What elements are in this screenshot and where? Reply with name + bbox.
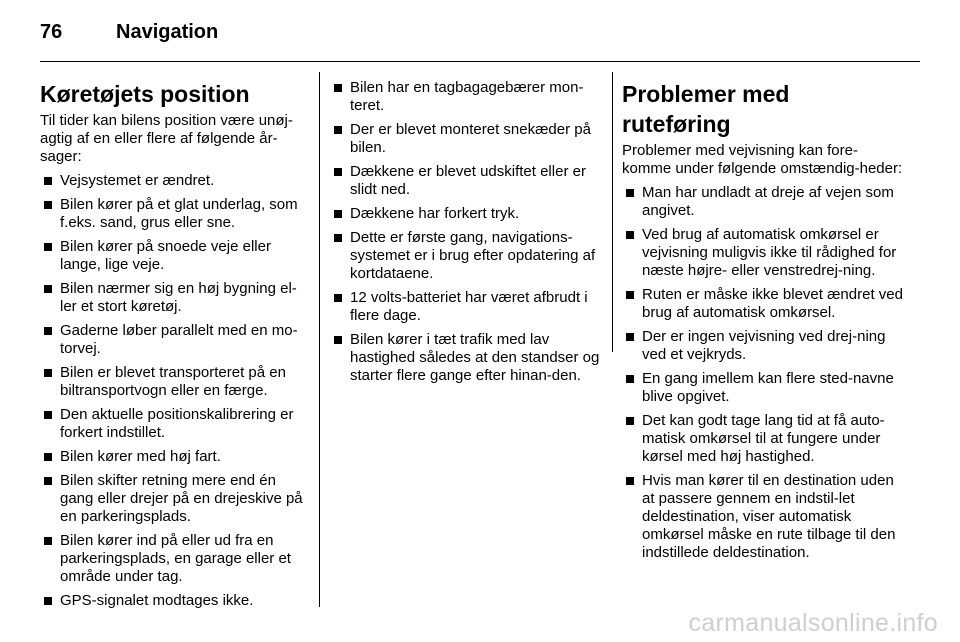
bullet-list (622, 184, 904, 562)
header-rule (40, 61, 920, 62)
list-item: Dækkene er blevet udskiftet eller er slidt ned. (330, 163, 605, 199)
list-item: Bilen kører ind på eller ud fra en parkeringsplads, en garage eller et område under tag. (40, 532, 305, 586)
list-item: Bilen skifter retning mere end én gang eller drejer på en drejeskive på en parkeringsplads. (40, 472, 305, 526)
page-header (40, 19, 218, 45)
section-title-route-problems: Problemer med ruteføring (622, 81, 790, 137)
section-title-vehicle-position: Køretøjets position (40, 81, 250, 107)
watermark: carmanualsonline.info (688, 609, 938, 637)
list-item: Hvis man kører til en destination uden at passere gennem en indstil-let deldestination, viser automatisk omkørsel måske en rute tilbage til den indstillede deldestination. (622, 472, 904, 562)
list-item: Ruten er måske ikke blevet ændret ved brug af automatisk omkørsel. (622, 286, 904, 322)
list-item: Dette er første gang, navigations-systemet er i brug efter opdatering af kortdataene. (330, 229, 605, 283)
list-item: Den aktuelle positionskalibrering er forkert indstillet. (40, 406, 305, 442)
column-divider (319, 72, 320, 607)
column-2 (330, 73, 605, 391)
list-item: Man har undladt at dreje af vejen som angivet. (622, 184, 904, 220)
section-intro: Til tider kan bilens position være unøj-agtig af en eller flere af følgende år-sager: (40, 112, 293, 165)
list-item: GPS-signalet modtages ikke. (40, 592, 305, 610)
list-item: Ved brug af automatisk omkørsel er vejvisning muligvis ikke til rådighed for næste højre- eller venstredrej-ning. (622, 226, 904, 280)
list-item: Dækkene har forkert tryk. (330, 205, 605, 223)
list-item: Bilen har en tagbagagebærer mon-teret. (330, 79, 605, 115)
header-title: Navigation (116, 20, 219, 43)
list-item: Bilen kører i tæt trafik med lav hastighed således at den standser og starter flere gange efter hinan-den. (330, 331, 605, 385)
list-item: Der er blevet monteret snekæder på bilen. (330, 121, 605, 157)
list-item: En gang imellem kan flere sted-navne blive opgivet. (622, 370, 904, 406)
bullet-list (330, 79, 605, 385)
section-intro: Problemer med vejvisning kan fore-komme under følgende omstændig-heder: (622, 142, 903, 177)
list-item: Gaderne løber parallelt med en mo-torvej. (40, 322, 305, 358)
page-number: 76 (40, 20, 63, 43)
bullet-list (40, 172, 305, 610)
list-item: Det kan godt tage lang tid at få auto-matisk omkørsel til at fungere under kørsel med høj hastighed. (622, 412, 904, 466)
list-item: Bilen kører på snoede veje eller lange, lige veje. (40, 238, 305, 274)
list-item: Bilen kører på et glat underlag, som f.eks. sand, grus eller sne. (40, 196, 305, 232)
column-1 (40, 73, 305, 616)
list-item: Bilen nærmer sig en høj bygning el-ler et stort køretøj. (40, 280, 305, 316)
list-item: Bilen er blevet transporteret på en biltransportvogn eller en færge. (40, 364, 305, 400)
column-3 (622, 73, 904, 568)
column-divider (612, 72, 613, 352)
list-item: Vejsystemet er ændret. (40, 172, 305, 190)
list-item: Der er ingen vejvisning ved drej-ning ved et vejkryds. (622, 328, 904, 364)
list-item: 12 volts-batteriet har været afbrudt i flere dage. (330, 289, 605, 325)
list-item: Bilen kører med høj fart. (40, 448, 305, 466)
